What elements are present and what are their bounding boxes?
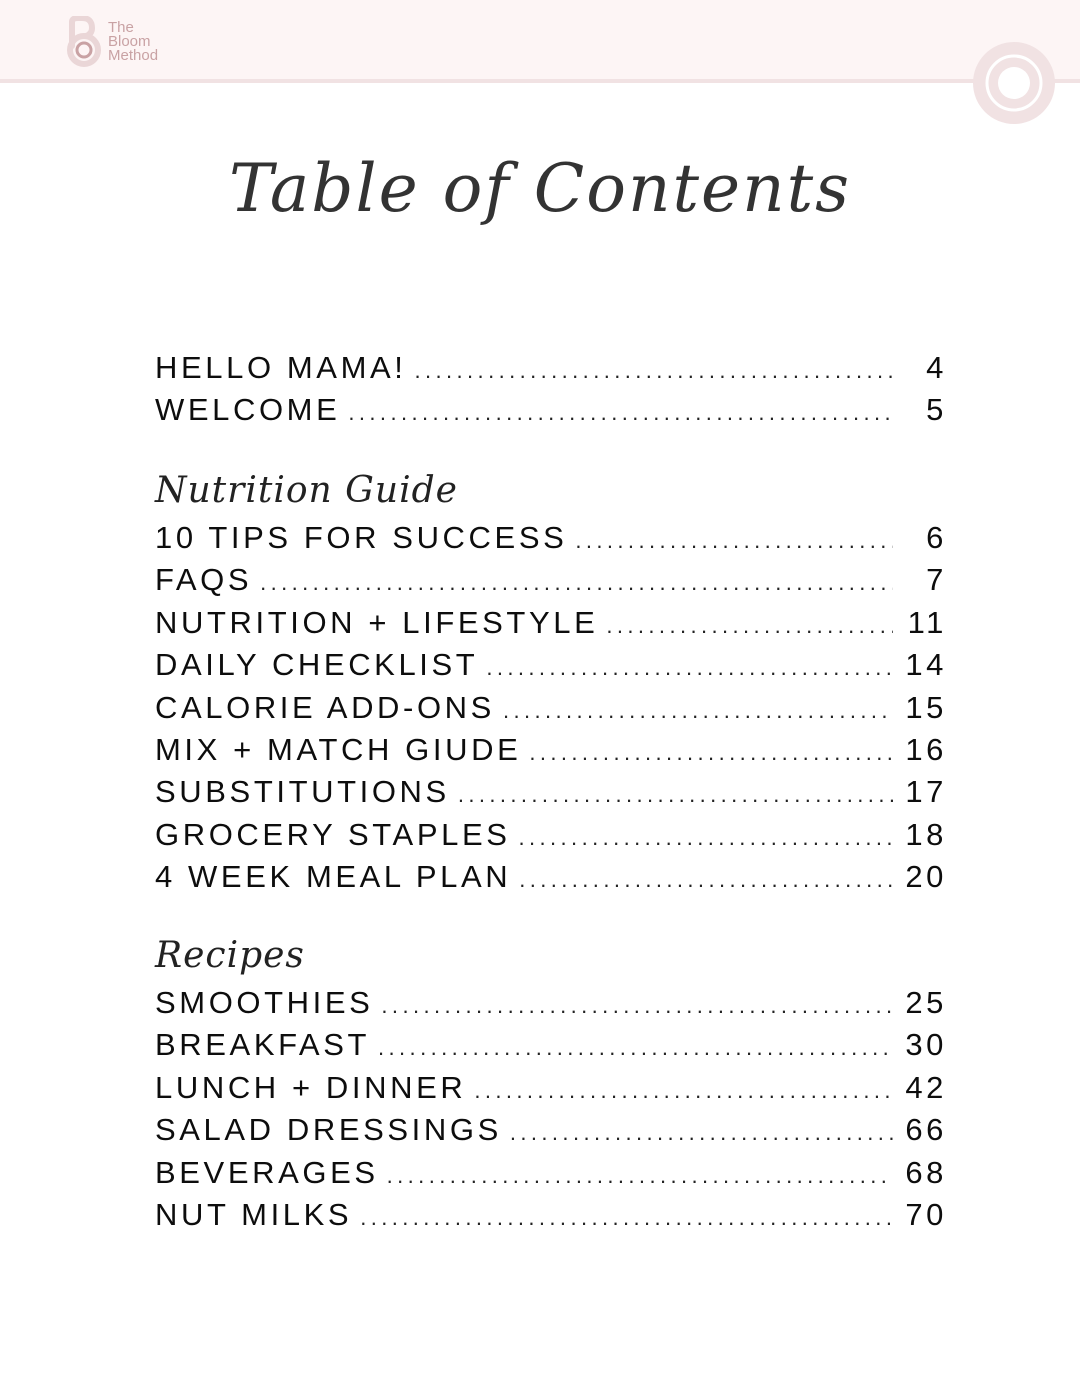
toc-entry-page: 20 [905,859,947,895]
toc-entry-label: 4 WEEK MEAL PLAN [155,859,512,895]
section-heading-nutrition-guide: Nutrition Guide [155,470,458,511]
toc-entry-page: 7 [926,562,947,598]
header-band [0,0,1080,83]
dot-leader [575,528,893,554]
toc-entry-page: 70 [905,1196,947,1232]
bloom-logo-icon [64,16,104,68]
toc-entry-label: SALAD DRESSINGS [155,1112,502,1148]
toc-entry[interactable] [155,647,947,689]
toc-entry-page: 18 [905,816,947,852]
toc-entry-label: BEVERAGES [155,1154,379,1190]
toc-entry-label: NUT MILKS [155,1196,353,1232]
toc-entry-page: 30 [905,1027,947,1063]
dot-leader [529,740,893,766]
toc-entry-page: 17 [905,774,947,810]
dot-leader [606,613,893,639]
toc-entry[interactable] [155,350,947,392]
dot-leader [387,1163,893,1189]
toc-entry-label: FAQS [155,562,253,598]
toc-entry-label: BREAKFAST [155,1027,371,1063]
dot-leader [519,825,894,851]
toc-entry[interactable] [155,1197,947,1239]
dot-leader [378,1035,893,1061]
toc-entry-page: 25 [905,985,947,1020]
toc-entry[interactable] [155,985,947,1027]
decorative-ring-icon [973,42,1055,124]
toc-entry[interactable] [155,520,947,562]
dot-leader [474,1078,893,1104]
toc-entry[interactable] [155,1027,947,1069]
dot-leader [458,782,893,808]
toc-entry-page: 4 [926,350,947,385]
section-heading-recipes: Recipes [155,935,305,976]
toc-entry-page: 5 [926,392,947,428]
toc-entry[interactable] [155,732,947,774]
page-title: Table of Contents [228,150,851,227]
brand-line-3: Method [108,47,159,64]
dot-leader [381,993,893,1019]
toc-entry-label: 10 TIPS FOR SUCCESS [155,520,568,555]
brand-logo [64,16,158,68]
toc-entry-label: SUBSTITUTIONS [155,774,450,810]
dot-leader [510,1120,893,1146]
toc-entry-label: SMOOTHIES [155,985,374,1020]
toc-entry-label: GROCERY STAPLES [155,816,511,852]
dot-leader [503,698,893,724]
dot-leader [360,1205,893,1231]
toc-entry[interactable] [155,605,947,647]
brand-name [108,21,158,63]
toc-entry[interactable] [155,690,947,732]
toc-entry-page: 11 [907,604,947,640]
toc-entry[interactable] [155,562,947,604]
toc-entry-page: 66 [905,1112,947,1148]
toc-entry-label: LUNCH + DINNER [155,1069,467,1105]
dot-leader [519,867,893,893]
toc-entry-label: NUTRITION + LIFESTYLE [155,604,599,640]
toc-entry-label: HELLO MAMA! [155,350,407,385]
toc-entry-label: DAILY CHECKLIST [155,647,479,683]
toc-entry[interactable] [155,817,947,859]
dot-leader [414,358,893,384]
toc-entry-page: 16 [905,731,947,767]
toc-entry-label: WELCOME [155,392,341,428]
dot-leader [260,570,893,596]
brand-line-2: Bloom [108,33,151,50]
toc-entry-label: MIX + MATCH GIUDE [155,731,522,767]
toc-entry[interactable] [155,1070,947,1112]
toc-entry-page: 6 [926,520,947,555]
toc-entry[interactable] [155,774,947,816]
toc-entry-page: 15 [905,689,947,725]
toc-entry[interactable] [155,1112,947,1154]
toc-nutrition-list [155,520,947,902]
toc-entry-label: CALORIE ADD-ONS [155,689,495,725]
toc-intro-list [155,350,947,435]
toc-entry[interactable] [155,859,947,901]
toc-entry[interactable] [155,1155,947,1197]
brand-line-1: The [108,19,134,36]
toc-recipes-list [155,985,947,1239]
toc-entry-page: 14 [905,647,947,683]
toc-entry-page: 68 [905,1154,947,1190]
toc-entry[interactable] [155,392,947,434]
dot-leader [348,400,893,426]
dot-leader [486,655,893,681]
toc-entry-page: 42 [905,1069,947,1105]
